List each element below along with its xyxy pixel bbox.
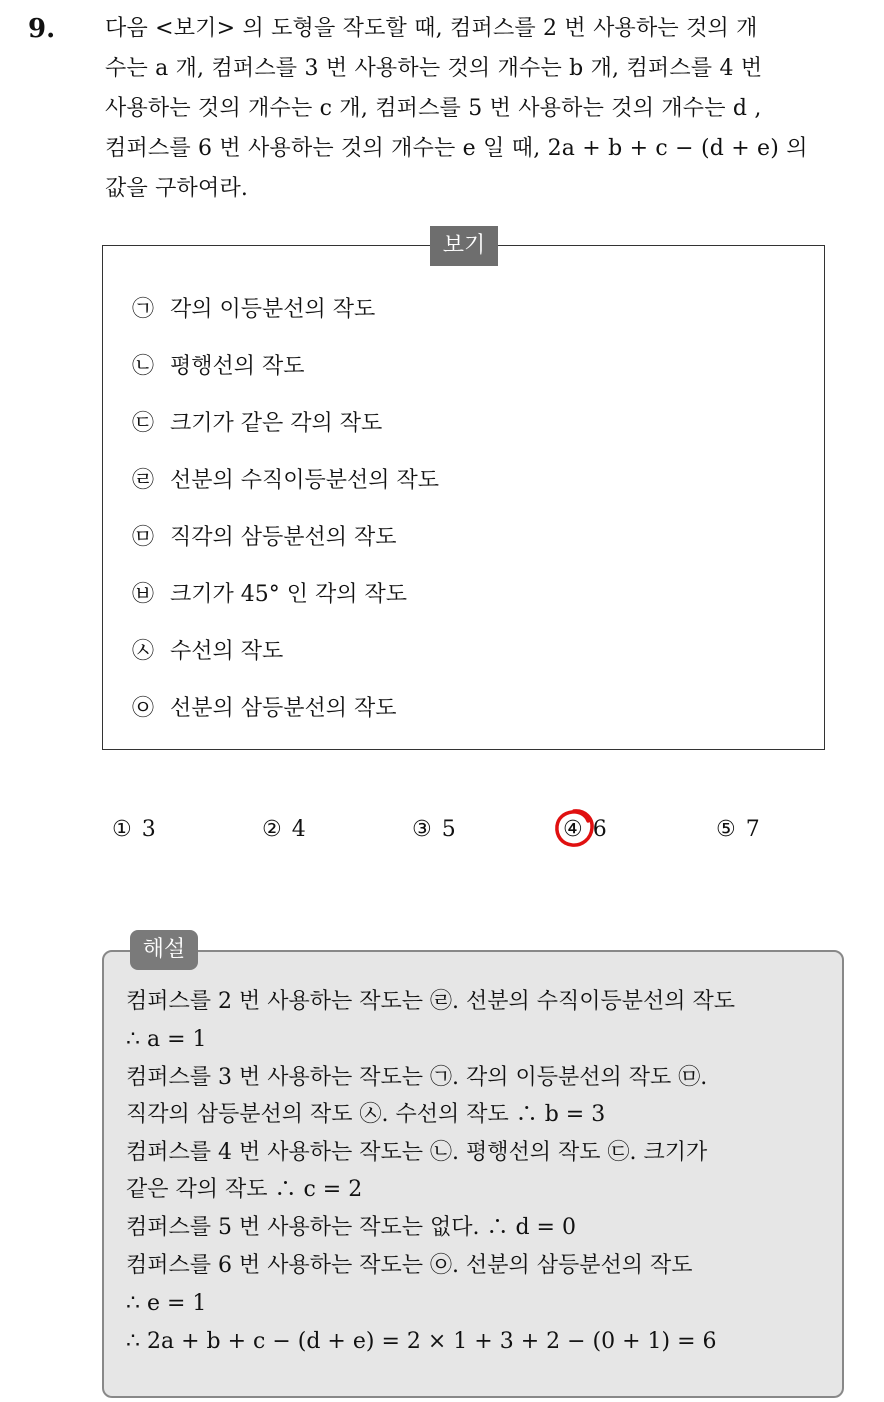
bogi-item bbox=[132, 463, 439, 499]
bogi-item-mark: ㉧ bbox=[132, 696, 155, 721]
solution-line: 컴퍼스를 3 번 사용하는 작도는 ㉠. 각의 이등분선의 작도 ㉤. bbox=[126, 1065, 708, 1090]
solution-label: 해설 bbox=[130, 930, 198, 970]
solution-line: 컴퍼스를 5 번 사용하는 작도는 없다. ∴ d = 0 bbox=[126, 1215, 576, 1240]
choice-number: ⑤ bbox=[716, 817, 736, 842]
bogi-item-text: 크기가 같은 각의 작도 bbox=[170, 411, 383, 436]
bogi-item-mark: ㉣ bbox=[132, 468, 155, 493]
bogi-item bbox=[132, 577, 407, 613]
question-text-line: 값을 구하여라. bbox=[105, 176, 249, 201]
choice-1[interactable] bbox=[112, 812, 156, 848]
choice-value: 7 bbox=[745, 817, 760, 842]
choice-number: ② bbox=[262, 817, 282, 842]
bogi-item-text: 각의 이등분선의 작도 bbox=[170, 297, 376, 322]
question-text-line: 다음 <보기> 의 도형을 작도할 때, 컴퍼스를 2 번 사용하는 것의 개 bbox=[105, 16, 758, 41]
bogi-item-text: 선분의 삼등분선의 작도 bbox=[170, 696, 397, 721]
bogi-label: 보기 bbox=[430, 226, 498, 266]
bogi-item bbox=[132, 691, 397, 727]
choice-2[interactable] bbox=[262, 812, 306, 848]
bogi-item-mark: ㉠ bbox=[132, 297, 155, 322]
choice-number: ③ bbox=[412, 817, 432, 842]
solution-line: 직각의 삼등분선의 작도 ㉦. 수선의 작도 ∴ b = 3 bbox=[126, 1102, 606, 1127]
solution-line: 컴퍼스를 2 번 사용하는 작도는 ㉣. 선분의 수직이등분선의 작도 bbox=[126, 989, 735, 1014]
choice-value: 3 bbox=[141, 817, 156, 842]
bogi-item-mark: ㉡ bbox=[132, 354, 155, 379]
choice-number: ① bbox=[112, 817, 132, 842]
bogi-item-text: 수선의 작도 bbox=[170, 639, 284, 664]
choice-value: 6 bbox=[592, 817, 607, 842]
solution-line: ∴ 2a + b + c − (d + e) = 2 × 1 + 3 + 2 − (0 + 1) = 6 bbox=[126, 1329, 717, 1354]
bogi-item bbox=[132, 634, 283, 670]
choice-5[interactable] bbox=[716, 812, 760, 848]
choice-3[interactable] bbox=[412, 812, 456, 848]
solution-line: 컴퍼스를 6 번 사용하는 작도는 ㉧. 선분의 삼등분선의 작도 bbox=[126, 1253, 693, 1278]
bogi-item bbox=[132, 349, 305, 385]
bogi-item bbox=[132, 406, 382, 442]
choice-number: ④ bbox=[563, 817, 583, 842]
question-text-line: 컴퍼스를 6 번 사용하는 것의 개수는 e 일 때, 2a + b + c − (d + e) 의 bbox=[105, 136, 808, 161]
bogi-item bbox=[132, 520, 397, 556]
solution-line: 같은 각의 작도 ∴ c = 2 bbox=[126, 1177, 363, 1202]
question-number: 9. bbox=[28, 14, 56, 44]
bogi-item-text: 평행선의 작도 bbox=[170, 354, 305, 379]
solution-line: 컴퍼스를 4 번 사용하는 작도는 ㉡. 평행선의 작도 ㉢. 크기가 bbox=[126, 1140, 708, 1165]
question-text-line: 사용하는 것의 개수는 c 개, 컴퍼스를 5 번 사용하는 것의 개수는 d , bbox=[105, 96, 762, 121]
answer-mark-circle bbox=[552, 806, 596, 850]
solution-line: ∴ a = 1 bbox=[126, 1027, 207, 1052]
bogi-item-mark: ㉦ bbox=[132, 639, 155, 664]
bogi-item-text: 크기가 45° 인 각의 작도 bbox=[170, 582, 407, 607]
bogi-item-text: 직각의 삼등분선의 작도 bbox=[170, 525, 397, 550]
choice-value: 4 bbox=[291, 817, 306, 842]
bogi-item-mark: ㉤ bbox=[132, 525, 155, 550]
bogi-item-mark: ㉢ bbox=[132, 411, 155, 436]
bogi-item bbox=[132, 292, 375, 328]
bogi-item-text: 선분의 수직이등분선의 작도 bbox=[170, 468, 440, 493]
solution-line: ∴ e = 1 bbox=[126, 1291, 207, 1316]
choice-value: 5 bbox=[441, 817, 456, 842]
question-text-line: 수는 a 개, 컴퍼스를 3 번 사용하는 것의 개수는 b 개, 컴퍼스를 4 번 bbox=[105, 56, 763, 81]
bogi-item-mark: ㉥ bbox=[132, 582, 155, 607]
